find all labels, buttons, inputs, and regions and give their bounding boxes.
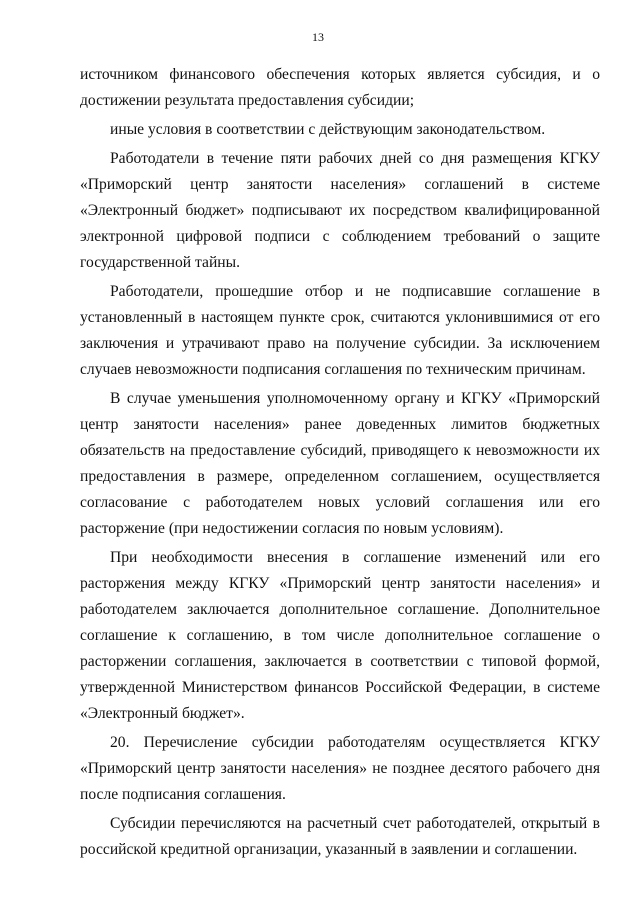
paragraph-amendments: При необходимости внесения в соглашение изменений или его расторжения между КГКУ «Приморский центр занятости населения» и работодателем заключается дополнительное соглашение. Дополнительное соглашение к соглашению, в том числе дополнительное соглашение о расторжении соглашения, заключается в соответствии с типовой формой, утвержденной Министерством финансов Российской Федерации, в системе «Электронный бюджет». — [80, 549, 600, 722]
paragraph-limit-reduction: В случае уменьшения уполномоченному органу и КГКУ «Приморский центр занятости населения» ранее доведенных лимитов бюджетных обязательств на предоставление субсидий, приводящего к невозможности их предоставления в размере, определенном соглашением, осуществляется согласование с работодателем новых условий соглашения или его расторжение (при недостижении согласия по новым условиям). — [80, 390, 600, 537]
paragraph-funding-source: источником финансового обеспечения которых является субсидия, и о достижении результата предоставления субсидии; — [80, 66, 600, 109]
paragraph-signing-deadline: Работодатели в течение пяти рабочих дней со дня размещения КГКУ «Приморский центр занятости населения» соглашений в системе «Электронный бюджет» подписывают их посредством квалифицированной электронной цифровой подписи с соблюдением требований о защите государственной тайны. — [80, 150, 600, 271]
paragraph-item-20: 20. Перечисление субсидии работодателям осуществляется КГКУ «Приморский центр занятости населения» не позднее десятого рабочего дня после подписания соглашения. — [80, 734, 600, 803]
paragraph-other-conditions: иные условия в соответствии с действующим законодательством. — [110, 121, 546, 138]
page-number: 13 — [312, 30, 324, 44]
document-body — [80, 62, 600, 863]
paragraph-evasion: Работодатели, прошедшие отбор и не подписавшие соглашение в установленный в настоящем пункте срок, считаются уклонившимися от его заключения и утрачивают право на получение субсидии. За исключением случаев невозможности подписания соглашения по техническим причинам. — [80, 283, 600, 378]
paragraph-transfer-account: Субсидии перечисляются на расчетный счет работодателей, открытый в российской кредитной организации, указанный в заявлении и соглашении. — [80, 815, 600, 858]
